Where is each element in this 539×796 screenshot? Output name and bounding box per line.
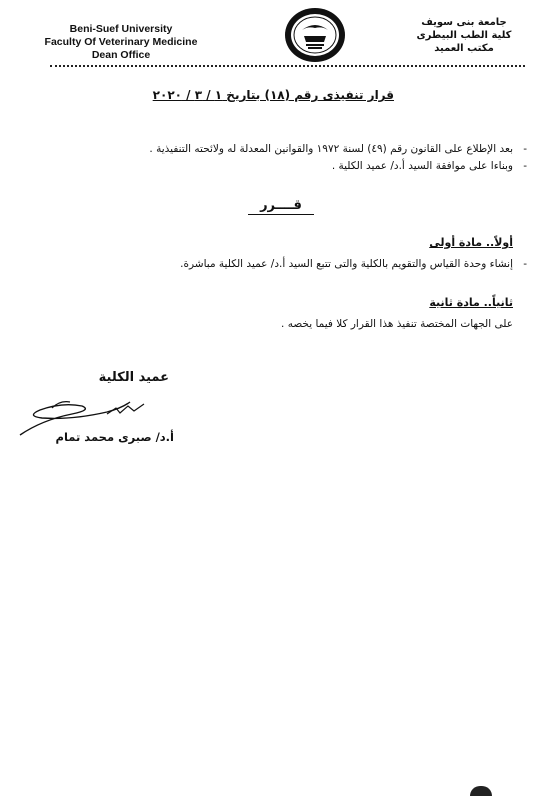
bullet-icon: - — [523, 143, 527, 155]
page-corner-mark — [470, 786, 492, 796]
english-letterhead — [36, 23, 206, 62]
faculty-name-arabic: كلية الطب البيطرى — [416, 30, 512, 41]
office-name-arabic: مكتب العميد — [434, 43, 494, 54]
decision-heading: قــــرر — [248, 198, 314, 215]
preamble-line-1: - بعد الإطلاع على القانون رقم (٤٩) لسنة ١٩٧٢ والقوانين المعدلة له ولائحته التنفيذية . — [149, 143, 527, 155]
dean-title: عميد الكلية — [98, 370, 169, 385]
office-name: Dean Office — [91, 49, 151, 61]
arabic-letterhead — [409, 16, 519, 55]
article-1-text: - إنشاء وحدة القياس والتقويم بالكلية والتى تتبع السيد أ.د/ عميد الكلية مباشرة. — [180, 258, 527, 270]
university-name-arabic: جامعة بنى سويف — [421, 17, 507, 28]
article-2-title: ثانياً.. مادة ثانية — [429, 296, 513, 309]
header-divider — [50, 65, 525, 67]
university-name: Beni-Suef University — [69, 23, 173, 35]
article-2-text: على الجهات المختصة تنفيذ هذا القرار كلا فيما يخصه . — [281, 318, 513, 330]
bullet-icon: - — [523, 160, 527, 172]
faculty-name: Faculty Of Veterinary Medicine — [44, 36, 198, 48]
bullet-icon: - — [523, 258, 527, 270]
preamble-line-2: - وبناءا على موافقة السيد أ.د/ عميد الكلية . — [331, 160, 527, 172]
dean-name: أ.د/ صبرى محمد تمام — [55, 430, 174, 444]
decree-title: قرار تنفيذى رقم (١٨) بتاريخ ١ / ٣ / ٢٠٢٠ — [152, 88, 394, 102]
article-1-title: أولاً.. مادة أولى — [429, 236, 513, 249]
university-logo — [282, 6, 348, 64]
